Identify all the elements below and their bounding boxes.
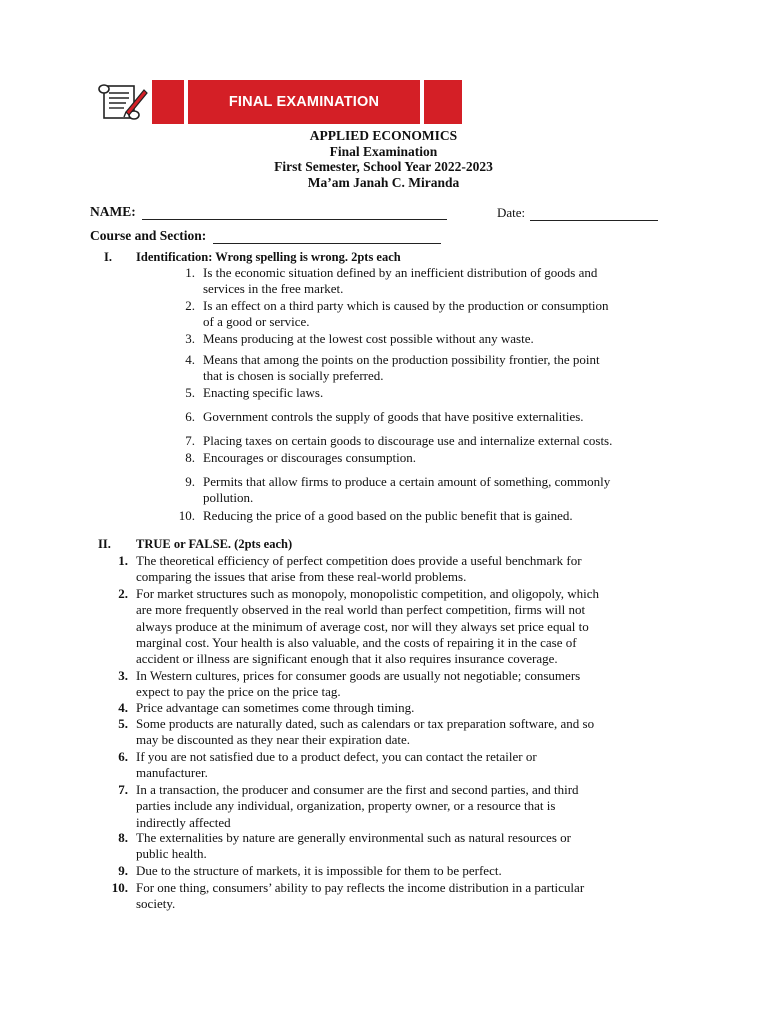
section-2-title: TRUE or FALSE. (2pts each) [136,537,293,551]
question-text: The externalities by nature are generally environmental such as natural resources or [136,830,571,845]
section-1-title: Identification: Wrong spelling is wrong. 2pts each [136,250,401,264]
question-text: indirectly affected [136,814,231,830]
question-text: parties include any individual, organization, property owner, or a resource that is [136,798,556,814]
question-text: expect to pay the price on the price tag. [136,684,341,700]
question-text: of a good or service. [203,314,310,329]
exam-banner [96,80,462,124]
question-text: always produce at the minimum of average cost, nor will they always set price equal to [136,618,589,634]
question-text: manufacturer. [136,765,208,781]
question-number: 7. [118,782,128,797]
banner-block [424,80,462,124]
name-field [90,204,447,220]
question-number: 9. [118,863,128,878]
course-field [90,228,441,244]
question-number: 2. [118,586,128,601]
question-text: Is an effect on a third party which is caused by the production or consumption [203,298,609,313]
course-label: Course and Section: [90,228,207,243]
question-text: public health. [136,846,207,862]
section-2-numeral: II. [98,537,111,551]
question-text: Price advantage can sometimes come through timing. [136,700,415,715]
question-number: 1. [118,553,128,568]
question-text: accident or illness are significant enough that it also requires insurance coverage. [136,651,558,667]
question-text: For one thing, consumers’ ability to pay reflects the income distribution in a particular [136,880,585,895]
banner-title: FINAL EXAMINATION [188,80,420,124]
question-text: pollution. [203,490,254,505]
question-number: 7. [185,433,195,448]
question-text: Enacting specific laws. [203,385,324,400]
date-label: Date: [497,205,526,220]
question-text: Encourages or discourages consumption. [203,450,417,465]
question-text: Placing taxes on certain goods to discourage use and internalize external costs. [203,433,613,448]
question-text: Means that among the points on the production possibility frontier, the point [203,352,600,367]
teacher-name: Ma’am Janah C. Miranda [307,174,460,190]
exam-title: Final Examination [329,143,438,159]
name-label: NAME: [90,204,136,219]
question-number: 4. [118,700,128,715]
question-text: services in the free market. [203,281,344,296]
question-text: If you are not satisfied due to a product defect, you can contact the retailer or [136,749,537,764]
course-blank[interactable] [213,231,441,244]
name-blank[interactable] [142,207,447,220]
question-number: 5. [185,385,195,400]
date-blank[interactable] [530,210,658,221]
question-number: 10. [178,508,195,523]
question-text: may be discounted as they near their expiration date. [136,732,410,748]
question-text: society. [136,896,176,912]
question-number: 3. [118,668,128,683]
term-line: First Semester, School Year 2022-2023 [274,159,493,174]
question-number: 4. [185,352,195,367]
question-text: Reducing the price of a good based on the public benefit that is gained. [203,508,573,523]
exam-header [0,128,768,190]
question-number: 2. [185,298,195,313]
banner-block [152,80,184,124]
question-number: 10. [111,880,128,895]
question-number: 8. [118,830,128,845]
question-number: 5. [118,716,128,731]
scroll-quill-icon [96,80,152,124]
section-1-numeral: I. [104,250,112,264]
question-text: Government controls the supply of goods that have positive externalities. [203,409,584,424]
question-text: Permits that allow firms to produce a certain amount of something, commonly [203,474,611,489]
date-field [497,205,658,221]
question-number: 6. [118,749,128,764]
question-text: For market structures such as monopoly, monopolistic competition, and oligopoly, which [136,586,599,601]
question-text: Is the economic situation defined by an inefficient distribution of goods and [203,265,598,280]
question-text: In a transaction, the producer and consumer are the first and second parties, and third [136,782,579,797]
question-number: 6. [185,409,195,424]
question-text: marginal cost. Your health is also valuable, and the costs of repairing it in the case of [136,634,577,650]
question-text: Means producing at the lowest cost possible without any waste. [203,331,534,346]
question-text: Due to the structure of markets, it is impossible for them to be perfect. [136,863,502,878]
question-text: are more frequently observed in the real world than perfect competition, firms will not [136,602,586,618]
subject-title: APPLIED ECONOMICS [309,128,458,143]
question-number: 9. [185,474,195,489]
question-text: comparing the issues that arise from these real-world problems. [136,569,467,585]
question-text: Some products are naturally dated, such as calendars or tax preparation software, and so [136,716,595,731]
question-text: that is chosen is socially preferred. [203,368,384,383]
question-text: The theoretical efficiency of perfect competition does provide a useful benchmark for [136,553,582,568]
question-number: 1. [185,265,195,280]
question-text: In Western cultures, prices for consumer goods are usually not negotiable; consumers [136,668,581,683]
question-number: 3. [185,331,195,346]
question-number: 8. [185,450,195,465]
